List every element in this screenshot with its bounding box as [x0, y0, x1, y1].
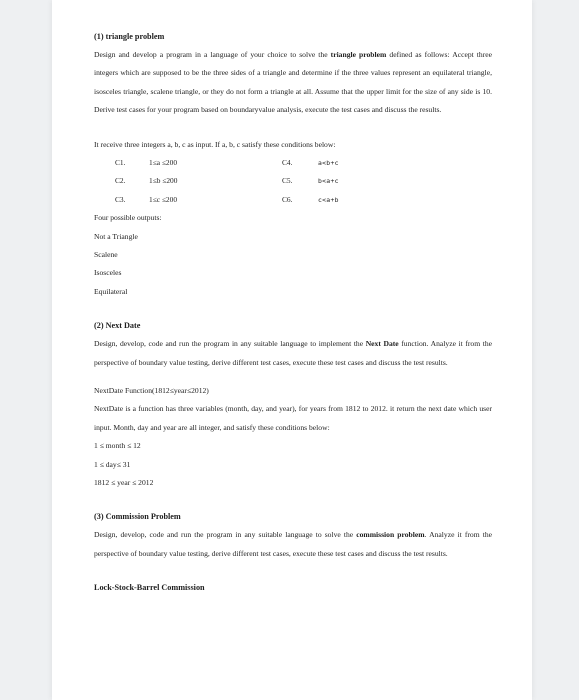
- condition-expr: c<a+b: [318, 195, 339, 204]
- bold-term: commission problem: [356, 530, 425, 540]
- condition-expr: 1≤a ≤200: [149, 158, 178, 168]
- text-run: defined as follows: Accept three integers which are supposed to be the three sides of a triangle and determine if the three values represent an equilateral triangle, isosceles triangle, scalene triangle, or they do not form a triangle at all. Assume that the upper limit for the size of any side is 10. Derive test cases for your program based on boundaryvalue analysis, execute the test cases and discuss the results.: [94, 50, 492, 115]
- next-date-description: [94, 335, 492, 372]
- condition-id: C4.: [282, 158, 293, 168]
- next-date-function: NextDate Function(1812≤year≤2012): [94, 386, 209, 396]
- output-item: Scalene: [94, 250, 118, 260]
- bold-term: Next Date: [365, 339, 399, 349]
- outputs-label: Four possible outputs:: [94, 213, 162, 223]
- text-run: Design, develop, code and run the program in any suitable language to implement the: [94, 339, 366, 349]
- next-date-explanation: NextDate is a function has three variables (month, day, and year), for years from 1812 to 2012. it return the next date which user input. Month, day and year are all integer, and satisfy these conditions below:: [94, 404, 492, 432]
- next-date-condition: 1 ≤ day≤ 31: [94, 459, 131, 469]
- condition-row: [94, 172, 492, 190]
- text-run: Design, develop, code and run the program in any suitable language to solve the: [94, 530, 357, 540]
- commission-description: [94, 526, 492, 563]
- commission-subtitle: Lock-Stock-Barrel Commission: [94, 583, 205, 593]
- output-item: Not a Triangle: [94, 231, 138, 241]
- bold-term: triangle problem: [330, 50, 387, 59]
- section-title-next-date: (2) Next Date: [94, 321, 141, 331]
- conditions-table: [94, 154, 492, 209]
- condition-expr: a<b+c: [318, 159, 339, 168]
- triangle-description: [94, 46, 492, 120]
- next-date-condition: 1 ≤ month ≤ 12: [94, 441, 141, 451]
- document-content: [94, 28, 492, 597]
- condition-expr: 1≤c ≤200: [149, 194, 178, 204]
- condition-id: C6.: [282, 194, 293, 204]
- triangle-intro: It receive three integers a, b, c as input. If a, b, c satisfy these conditions below:: [94, 139, 336, 149]
- condition-id: C3.: [115, 194, 126, 204]
- condition-id: C1.: [115, 158, 126, 168]
- text-run: . Analyze it from the perspective of boundary value testing, derive different test cases, execute these test cases and discuss the test results.: [94, 530, 492, 558]
- section-title-triangle: (1) triangle problem: [94, 32, 165, 41]
- output-item: Isosceles: [94, 268, 122, 278]
- text-run: function. Analyze it from the perspective of boundary value testing, derive different test cases, execute these test cases and discuss the test results.: [94, 339, 492, 367]
- condition-id: C5.: [282, 176, 293, 186]
- section-title-commission: (3) Commission Problem: [94, 512, 181, 522]
- text-run: Design and develop a program in a language of your choice to solve the: [94, 50, 331, 59]
- next-date-condition: 1812 ≤ year ≤ 2012: [94, 478, 154, 488]
- condition-id: C2.: [115, 176, 126, 186]
- condition-expr: b<a+c: [318, 177, 339, 186]
- output-item: Equilateral: [94, 286, 128, 296]
- condition-row: [94, 154, 492, 172]
- document-page: [52, 0, 532, 700]
- condition-expr: 1≤b ≤200: [149, 176, 178, 186]
- condition-row: [94, 191, 492, 209]
